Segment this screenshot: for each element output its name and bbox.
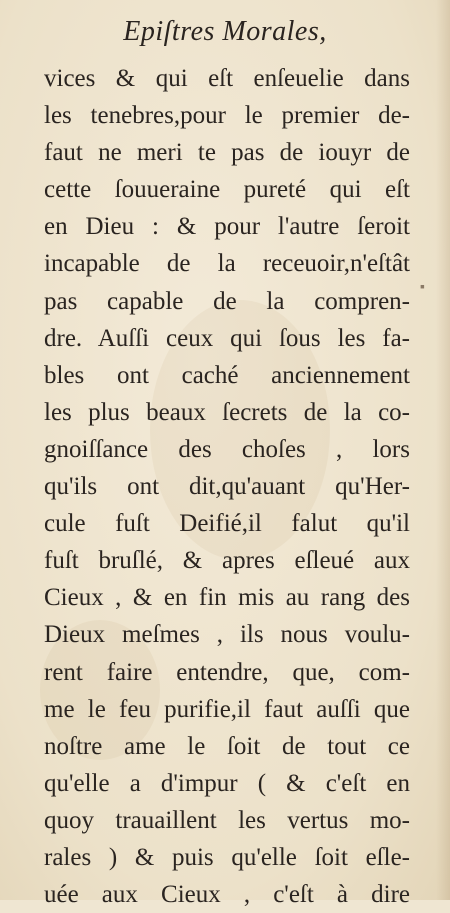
text-line: noſtre ame le ſoit de tout ce xyxy=(44,732,410,760)
text-line: fuſt bruſlé, & apres eſleué aux xyxy=(44,547,410,575)
text-line: faut ne meri te pas de iouyr de xyxy=(44,139,410,167)
text-line: en Dieu : & pour l'autre ſeroit xyxy=(44,213,410,241)
text-line: quoy trauaillent les vertus mo- xyxy=(44,806,410,834)
text-line: dre. Auſſi ceux qui ſous les fa- xyxy=(44,324,410,352)
text-line: cule fuſt Deifié,il falut qu'il xyxy=(44,510,410,538)
text-line: les tenebres,pour le premier de- xyxy=(44,102,410,130)
text-line: me le feu purifie,il faut auſſi que xyxy=(44,695,410,723)
text-line: les plus beaux ſecrets de la co- xyxy=(44,398,410,426)
text-line: Dieux meſmes , ils nous voulu- xyxy=(44,621,410,649)
text-line: qu'elle a d'impur ( & c'eſt en xyxy=(44,769,410,797)
text-line: gnoiſſance des choſes , lors xyxy=(44,435,410,463)
text-line: incapable de la receuoir,n'eſtât xyxy=(44,250,410,278)
margin-mark: ▪ xyxy=(420,280,425,295)
text-line: rent faire entendre, que, com- xyxy=(44,658,410,686)
text-line: Cieux , & en fin mis au rang des xyxy=(44,584,410,612)
page-edge-shadow xyxy=(436,0,450,900)
text-line: rales ) & puis qu'elle ſoit eſle- xyxy=(44,843,410,871)
running-header: Epiſtres Morales, xyxy=(123,16,327,47)
text-line: vices & qui eſt enſeuelie dans xyxy=(44,65,410,92)
text-line: qu'ils ont dit,qu'auant qu'Her- xyxy=(44,473,410,501)
body-text xyxy=(44,60,410,913)
text-line: uée aux Cieux , c'eſt à dire xyxy=(44,881,410,909)
text-line: bles ont caché anciennement xyxy=(44,361,410,389)
text-line: cette ſouueraine pureté qui eſt xyxy=(44,176,410,204)
text-line: pas capable de la compren- xyxy=(44,287,410,315)
